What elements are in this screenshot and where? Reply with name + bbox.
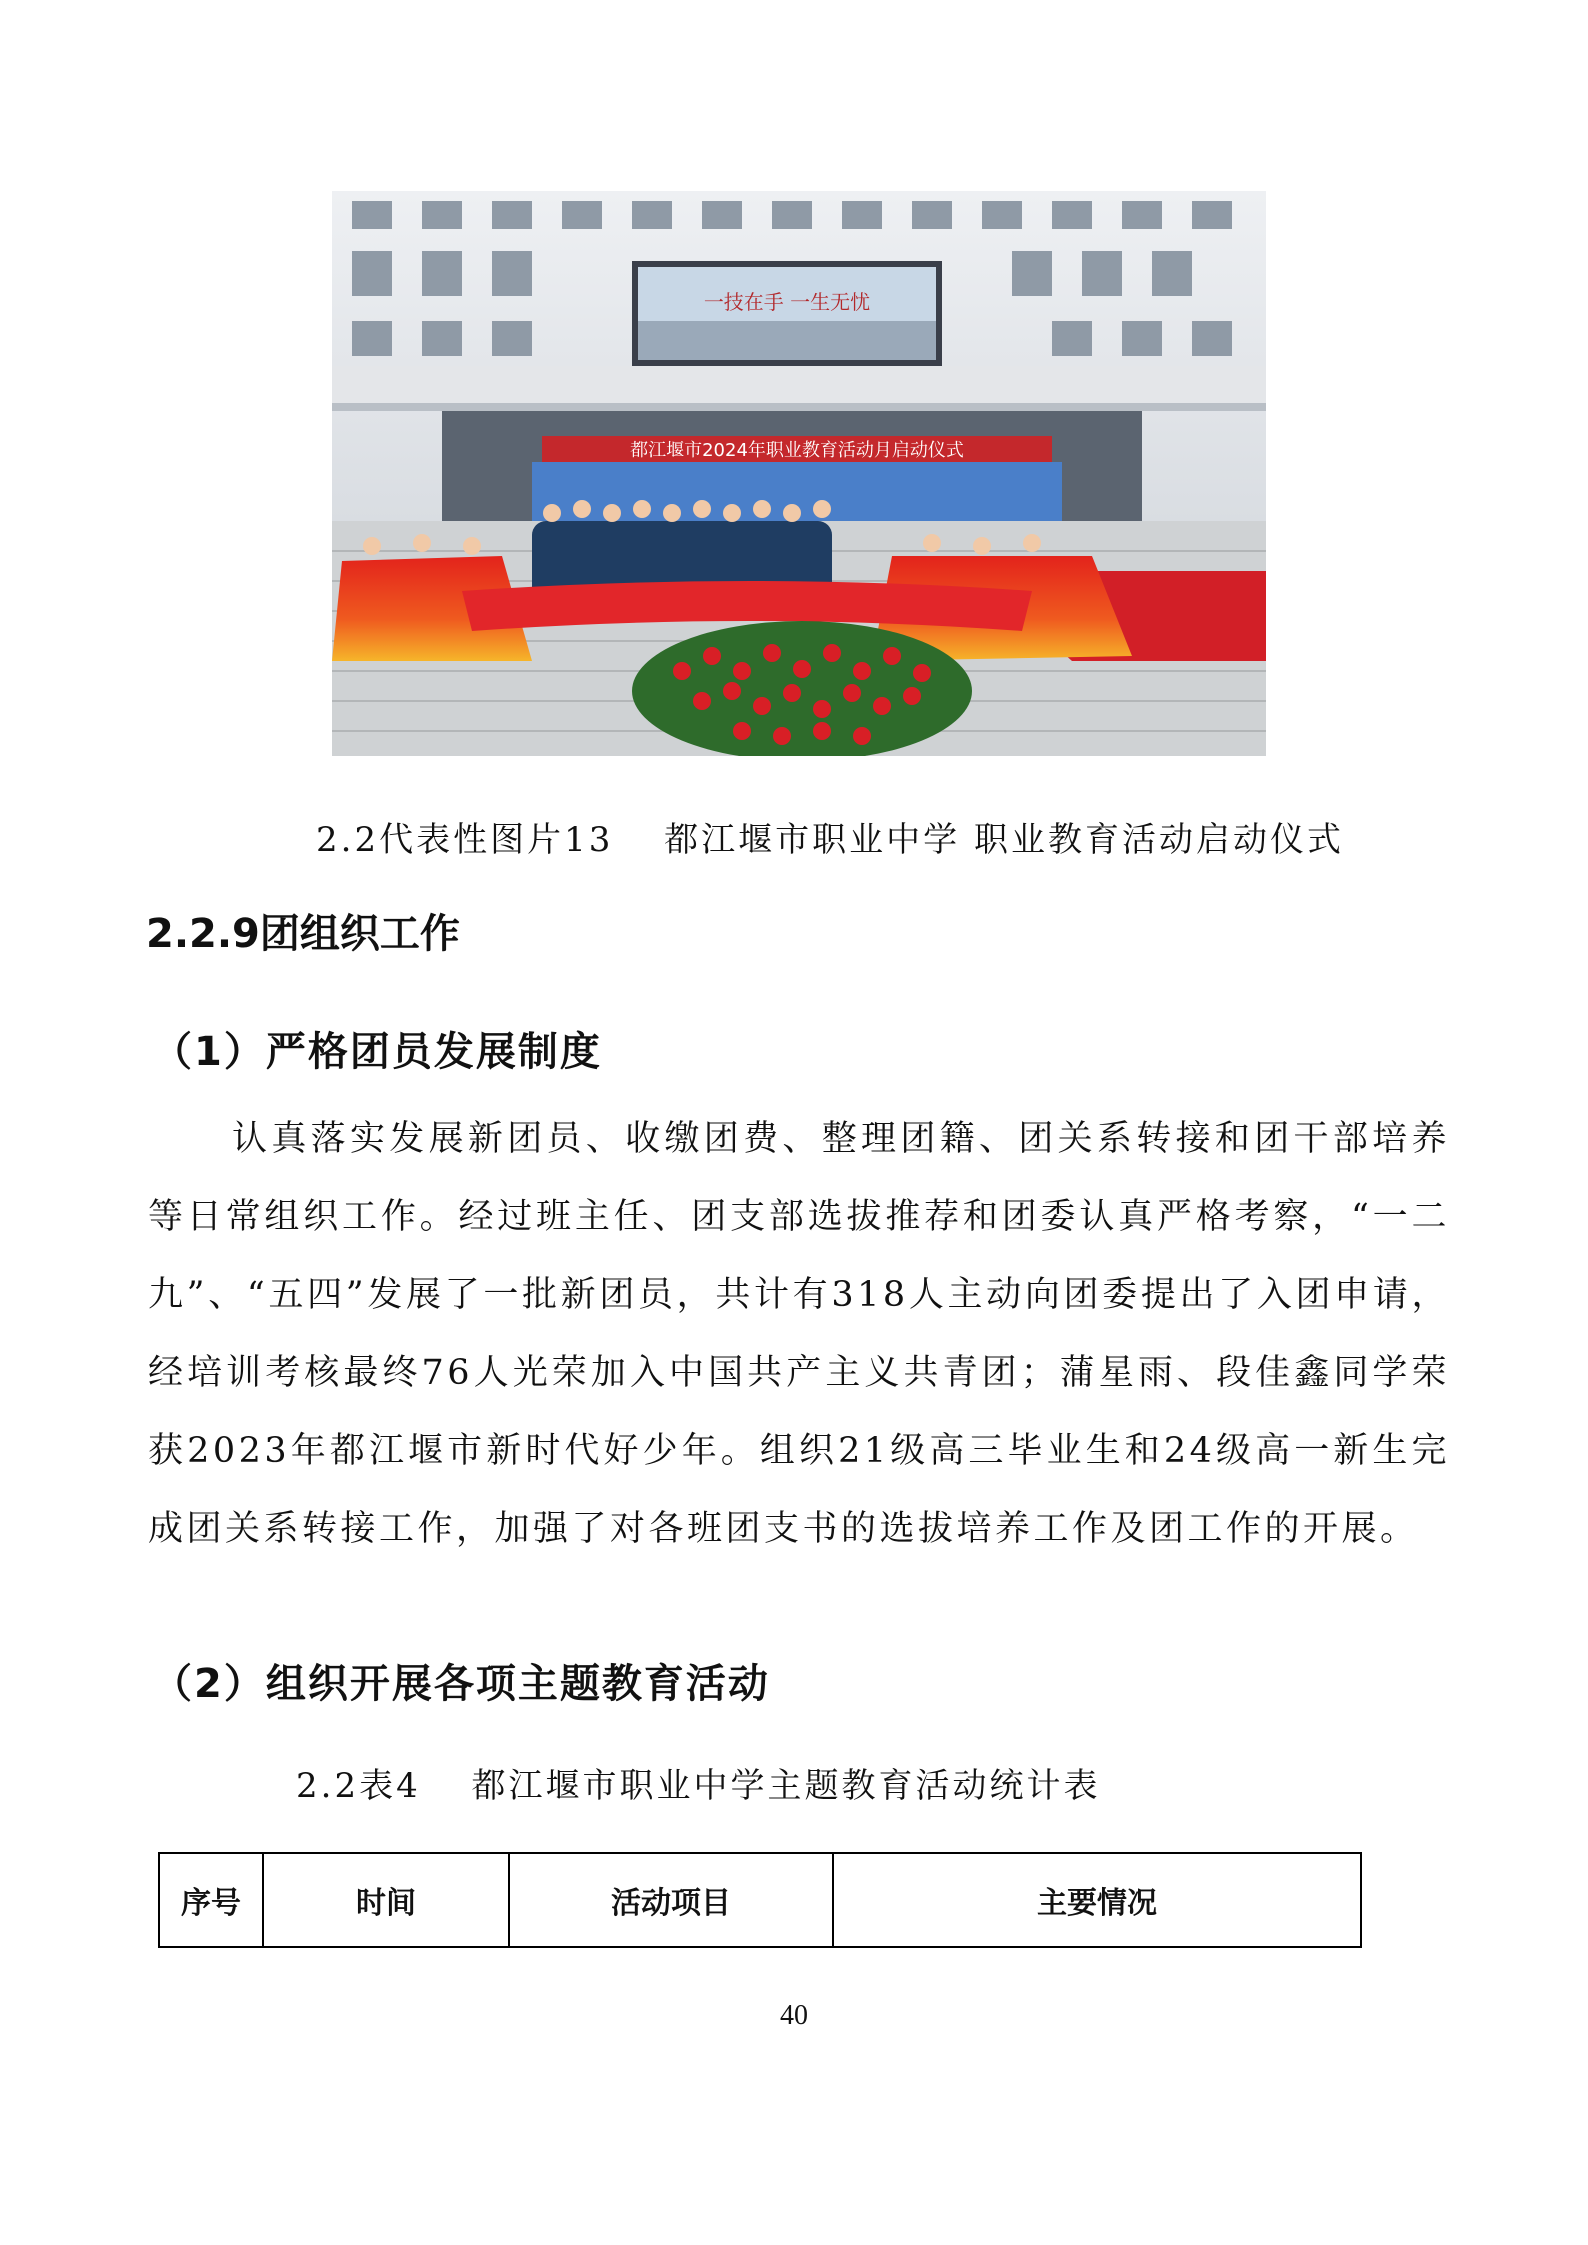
page-number: 40 (780, 2000, 808, 2031)
subsection-title-2: （2）组织开展各项主题教育活动 (152, 1661, 770, 1707)
photo-caption: 2.2代表性图片13 都江堰市职业中学 职业教育活动启动仪式 (316, 820, 1344, 860)
table-header-row (159, 1853, 1361, 1947)
body-paragraph: 认真落实发展新团员、收缴团费、整理团籍、团关系转接和团干部培养等日常组织工作。经过班主任、团支部选拔推荐和团委认真严格考察，“一二九”、“五四”发展了一批新团员，共计有318人主动向团委提出了入团申请，经培训考核最终76人光荣加入中国共产主义共青团；蒲星雨、段佳鑫同学荣获2023年都江堰市新时代好少年。组织21级高三毕业生和24级高一新生完成团关系转接工作，加强了对各班团支书的选拔培养工作及团工作的开展。 (148, 1119, 1450, 1549)
activity-table (158, 1852, 1362, 1948)
header-cell-summary: 主要情况 (833, 1853, 1361, 1947)
svg-text:一技在手 一生无忧: 一技在手 一生无忧 (703, 290, 871, 314)
subsection-title-1: （1）严格团员发展制度 (152, 1029, 602, 1075)
header-cell-index: 序号 (159, 1853, 263, 1947)
table-caption: 2.2表4 都江堰市职业中学主题教育活动统计表 (296, 1766, 1101, 1806)
ceremony-photo (332, 191, 1266, 756)
section-title: 2.2.9团组织工作 (146, 911, 460, 957)
svg-text:都江堰市2024年职业教育活动月启动仪式: 都江堰市2024年职业教育活动月启动仪式 (630, 440, 964, 461)
header-cell-activity: 活动项目 (509, 1853, 833, 1947)
header-cell-time: 时间 (263, 1853, 509, 1947)
